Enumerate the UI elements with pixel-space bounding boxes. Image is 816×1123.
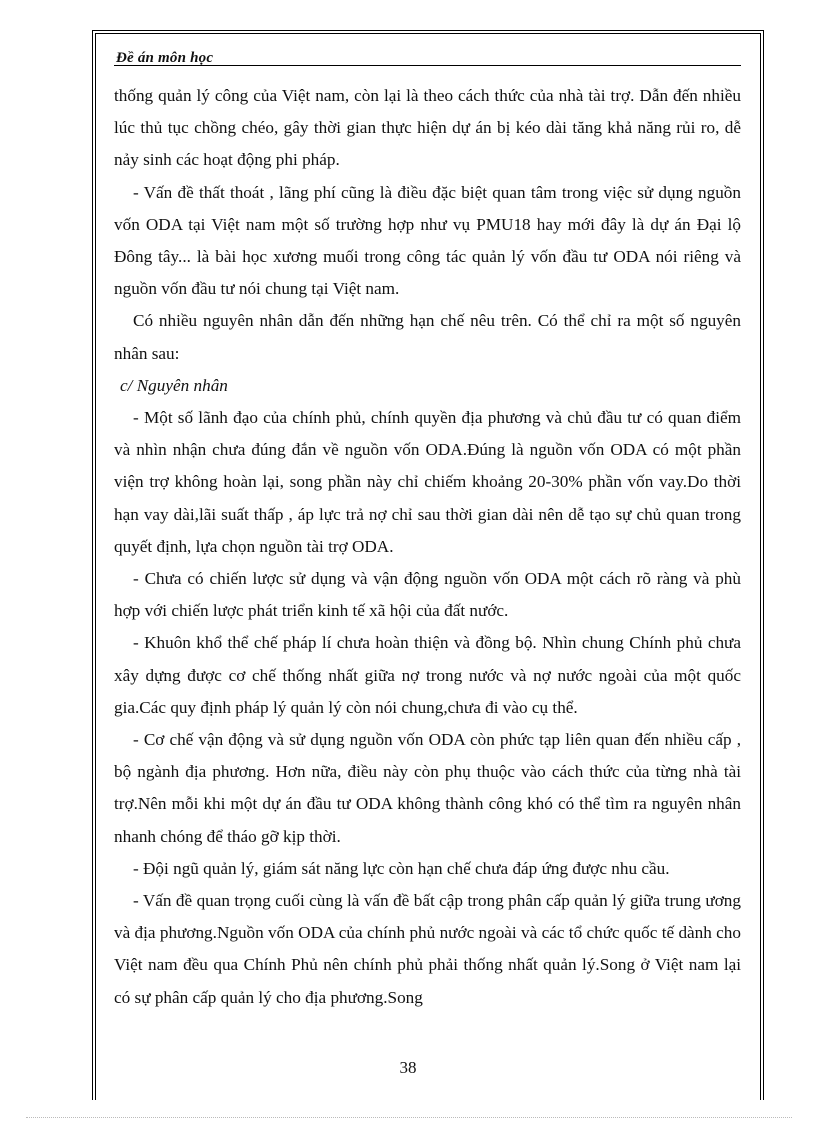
paragraph: thống quản lý công của Việt nam, còn lại là theo cách thức của nhà tài trợ. Dẫn đến nhiều lúc thủ tục chồng chéo, gây thời gian thực hiện dự án bị kéo dài tăng khả năng rủi ro, dễ nảy sinh các hoạt động phi pháp. (114, 86, 741, 170)
paragraph: - Vấn đề thất thoát , lãng phí cũng là điều đặc biệt quan tâm trong việc sử dụng nguồn vốn ODA tại Việt nam một số trường hợp như vụ PMU18 hay mới đây là dự án Đại lộ Đông tây... là bài học xương muối trong công tác quản lý vốn đầu tư ODA nói riêng và nguồn vốn đầu tư nói chung tại Việt nam. (114, 182, 741, 299)
paragraph: - Khuôn khổ thể chế pháp lí chưa hoàn thiện và đồng bộ. Nhìn chung Chính phủ chưa xây dựng được cơ chế thống nhất giữa nợ trong nước và nợ nước ngoài của một quốc gia.Các quy định pháp lý quản lý còn nói chung,chưa đi vào cụ thể. (114, 633, 741, 717)
body-text (114, 80, 741, 1014)
paragraph: - Cơ chế vận động và sử dụng nguồn vốn ODA còn phức tạp liên quan đến nhiều cấp , bộ ngành địa phương. Hơn nữa, điều này còn phụ thuộc vào cách thức của từng nhà tài trợ.Nên mỗi khi một dự án đầu tư ODA không thành công khó có thể tìm ra nguyên nhân nhanh chóng để tháo gỡ kịp thời. (114, 730, 741, 846)
page-number: 38 (399, 1058, 417, 1077)
header-rule (114, 65, 741, 66)
paragraph: - Vấn đề quan trọng cuối cùng là vấn đề bất cập trong phân cấp quản lý giữa trung ương và địa phương.Nguồn vốn ODA của chính phủ nước ngoài và các tổ chức quốc tế dành cho Việt nam đều qua Chính Phủ nên chính phủ phải thống nhất quản lý.Song ở Việt nam lại có sự phân cấp quản lý cho địa phương.Song (114, 891, 741, 1007)
paragraph: Có nhiều nguyên nhân dẫn đến những hạn chế nêu trên. Có thể chỉ ra một số nguyên nhân sau: (114, 311, 741, 363)
paragraph: - Chưa có chiến lược sử dụng và vận động nguồn vốn ODA một cách rõ ràng và phù hợp với chiến lược phát triển kinh tế xã hội của đất nước. (114, 569, 741, 621)
section-heading: c/ Nguyên nhân (120, 375, 228, 395)
paragraph: - Đội ngũ quản lý, giám sát năng lực còn hạn chế chưa đáp ứng được nhu cầu. (133, 858, 670, 878)
footer-divider (26, 1117, 792, 1118)
header-title: Đề án môn học (116, 50, 214, 66)
paragraph: - Một số lãnh đạo của chính phủ, chính quyền địa phương và chủ đầu tư có quan điểm và nhìn nhận chưa đúng đắn về nguồn vốn ODA.Đúng là nguồn vốn ODA có một phần viện trợ không hoàn lại, song phần này chỉ chiếm khoảng 20-30% phần vốn vay.Do thời hạn vay dài,lãi suất thấp , áp lực trả nợ chỉ sau thời gian dài nên dễ tạo sự chủ quan trong quyết định, lựa chọn nguồn tài trợ ODA. (114, 408, 741, 556)
